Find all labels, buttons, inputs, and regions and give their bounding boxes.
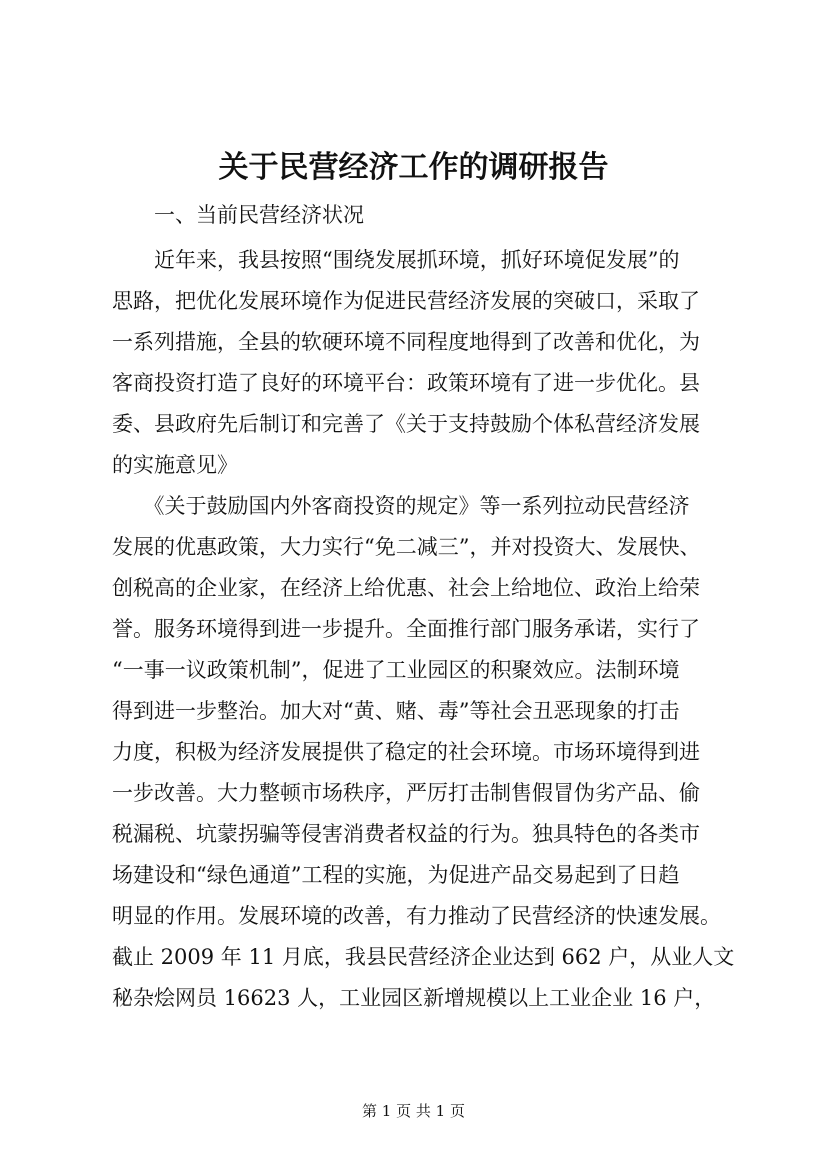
document-body [112,198,735,1019]
body-line: “一事一议政策机制”，促进了工业园区的积聚效应。法制环境 [112,658,680,682]
body-line: 截止 2009 年 11 月底，我县民营经济企业达到 662 户，从业人文 [112,945,735,969]
body-line: 一步改善。大力整顿市场秩序，严厉打击制售假冒伪劣产品、偷 [112,781,700,805]
body-line: 的实施意见》 [112,453,238,477]
body-line: 客商投资打造了良好的环境平台：政策环境有了进一步优化。县 [112,371,700,395]
body-line: 创税高的企业家，在经济上给优惠、社会上给地位、政治上给荣 [112,576,700,600]
body-line: 誉。服务环境得到进一步提升。全面推行部门服务承诺，实行了 [112,617,700,641]
body-line: 一系列措施，全县的软硬环境不同程度地得到了改善和优化，为 [112,330,700,354]
body-line: 明显的作用。发展环境的改善，有力推动了民营经济的快速发展。 [112,904,721,928]
body-line: 得到进一步整治。加大对“黄、赌、毒”等社会丑恶现象的打击 [112,699,680,723]
body-line: 思路，把优化发展环境作为促进民营经济发展的突破口，采取了 [112,289,700,313]
body-line: 发展的优惠政策，大力实行“免二减三”，并对投资大、发展快、 [112,535,701,559]
body-line: 近年来，我县按照“围绕发展抓环境，抓好环境促发展”的 [112,248,680,272]
body-line: 力度，积极为经济发展提供了稳定的社会环境。市场环境得到进 [112,740,700,764]
body-line: 《关于鼓励国内外客商投资的规定》等一系列拉动民营经济 [112,494,690,518]
body-line: 委、县政府先后制订和完善了《关于支持鼓励个体私营经济发展 [112,412,700,436]
body-line: 税漏税、坑蒙拐骗等侵害消费者权益的行为。独具特色的各类市 [112,822,700,846]
section-heading: 一、当前民营经济状况 [112,203,364,227]
body-line: 场建设和“绿色通道”工程的实施，为促进产品交易起到了日趋 [112,863,680,887]
document-title: 关于民营经济工作的调研报告 [218,150,609,185]
page-footer: 第 1 页 共 1 页 [362,1102,465,1120]
body-line: 秘杂烩网员 16623 人，工业园区新增规模以上工业企业 16 户， [112,986,716,1010]
